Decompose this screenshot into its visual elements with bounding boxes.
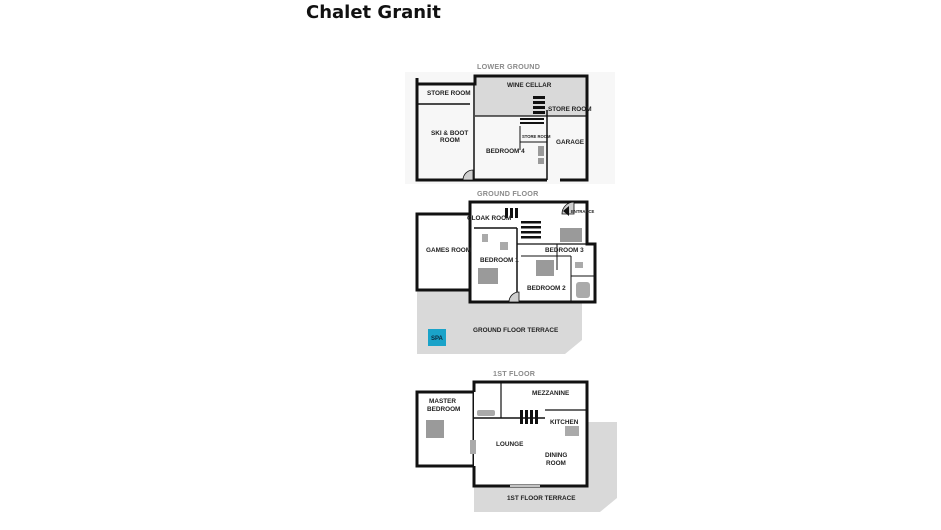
- dining-room-label-2: ROOM: [546, 460, 566, 467]
- ski-boot-room-label-2: ROOM: [440, 137, 460, 144]
- mezzanine-label: MEZZANINE: [532, 390, 570, 397]
- first-terrace-label: 1ST FLOOR TERRACE: [507, 495, 576, 502]
- bath-fixture: [482, 234, 488, 242]
- bedroom3-label: BEDROOM 3: [545, 247, 584, 254]
- first-floor-plan: [417, 369, 617, 512]
- garage-label: GARAGE: [556, 139, 585, 146]
- master-bedroom-label: MASTER: [429, 398, 456, 405]
- bed-bedroom3: [560, 228, 582, 242]
- bath-fixture: [500, 242, 508, 250]
- bedroom2-label: BEDROOM 2: [527, 285, 566, 292]
- cloak-room-label: CLOAK ROOM: [467, 215, 512, 222]
- master-bedroom-label-2: BEDROOM: [427, 406, 461, 413]
- bath-fixture: [576, 282, 590, 298]
- bath-fixture: [477, 410, 495, 416]
- bed-bedroom2: [536, 260, 554, 276]
- bath-fixture: [538, 146, 544, 156]
- fireplace: [470, 440, 476, 454]
- ground-terrace-label: GROUND FLOOR TERRACE: [473, 327, 559, 334]
- lower-ground-plan: [405, 62, 615, 184]
- store-room-small-label: STORE ROOM: [522, 134, 551, 139]
- plan-title: Chalet Granit: [306, 2, 441, 23]
- lower-ground-label: LOWER GROUND: [477, 62, 541, 71]
- bath-fixture: [575, 262, 583, 268]
- kitchen-label: KITCHEN: [550, 419, 579, 426]
- ground-floor-label: GROUND FLOOR: [477, 189, 539, 198]
- games-room-label: GAMES ROOM: [426, 247, 472, 254]
- store-room-left-label: STORE ROOM: [427, 90, 471, 97]
- entrance-label: ENTRANCE: [571, 209, 595, 214]
- wine-cellar-label: WINE CELLAR: [507, 82, 552, 89]
- lounge-label: LOUNGE: [496, 441, 524, 448]
- ski-boot-room-label: SKI & BOOT: [431, 130, 469, 137]
- ground-floor-plan: [417, 189, 595, 354]
- spa-label: SPA: [431, 336, 443, 342]
- first-floor-label: 1ST FLOOR: [493, 369, 536, 378]
- bath-fixture: [538, 158, 544, 164]
- store-room-right-label: STORE ROOM: [548, 106, 592, 113]
- dining-room-label: DINING: [545, 452, 568, 459]
- bed-master: [426, 420, 444, 438]
- bed-bedroom1: [478, 268, 498, 284]
- kitchen-counter: [565, 426, 579, 436]
- bedroom1-label: BEDROOM 1: [480, 257, 519, 264]
- bedroom4-label: BEDROOM 4: [486, 148, 525, 155]
